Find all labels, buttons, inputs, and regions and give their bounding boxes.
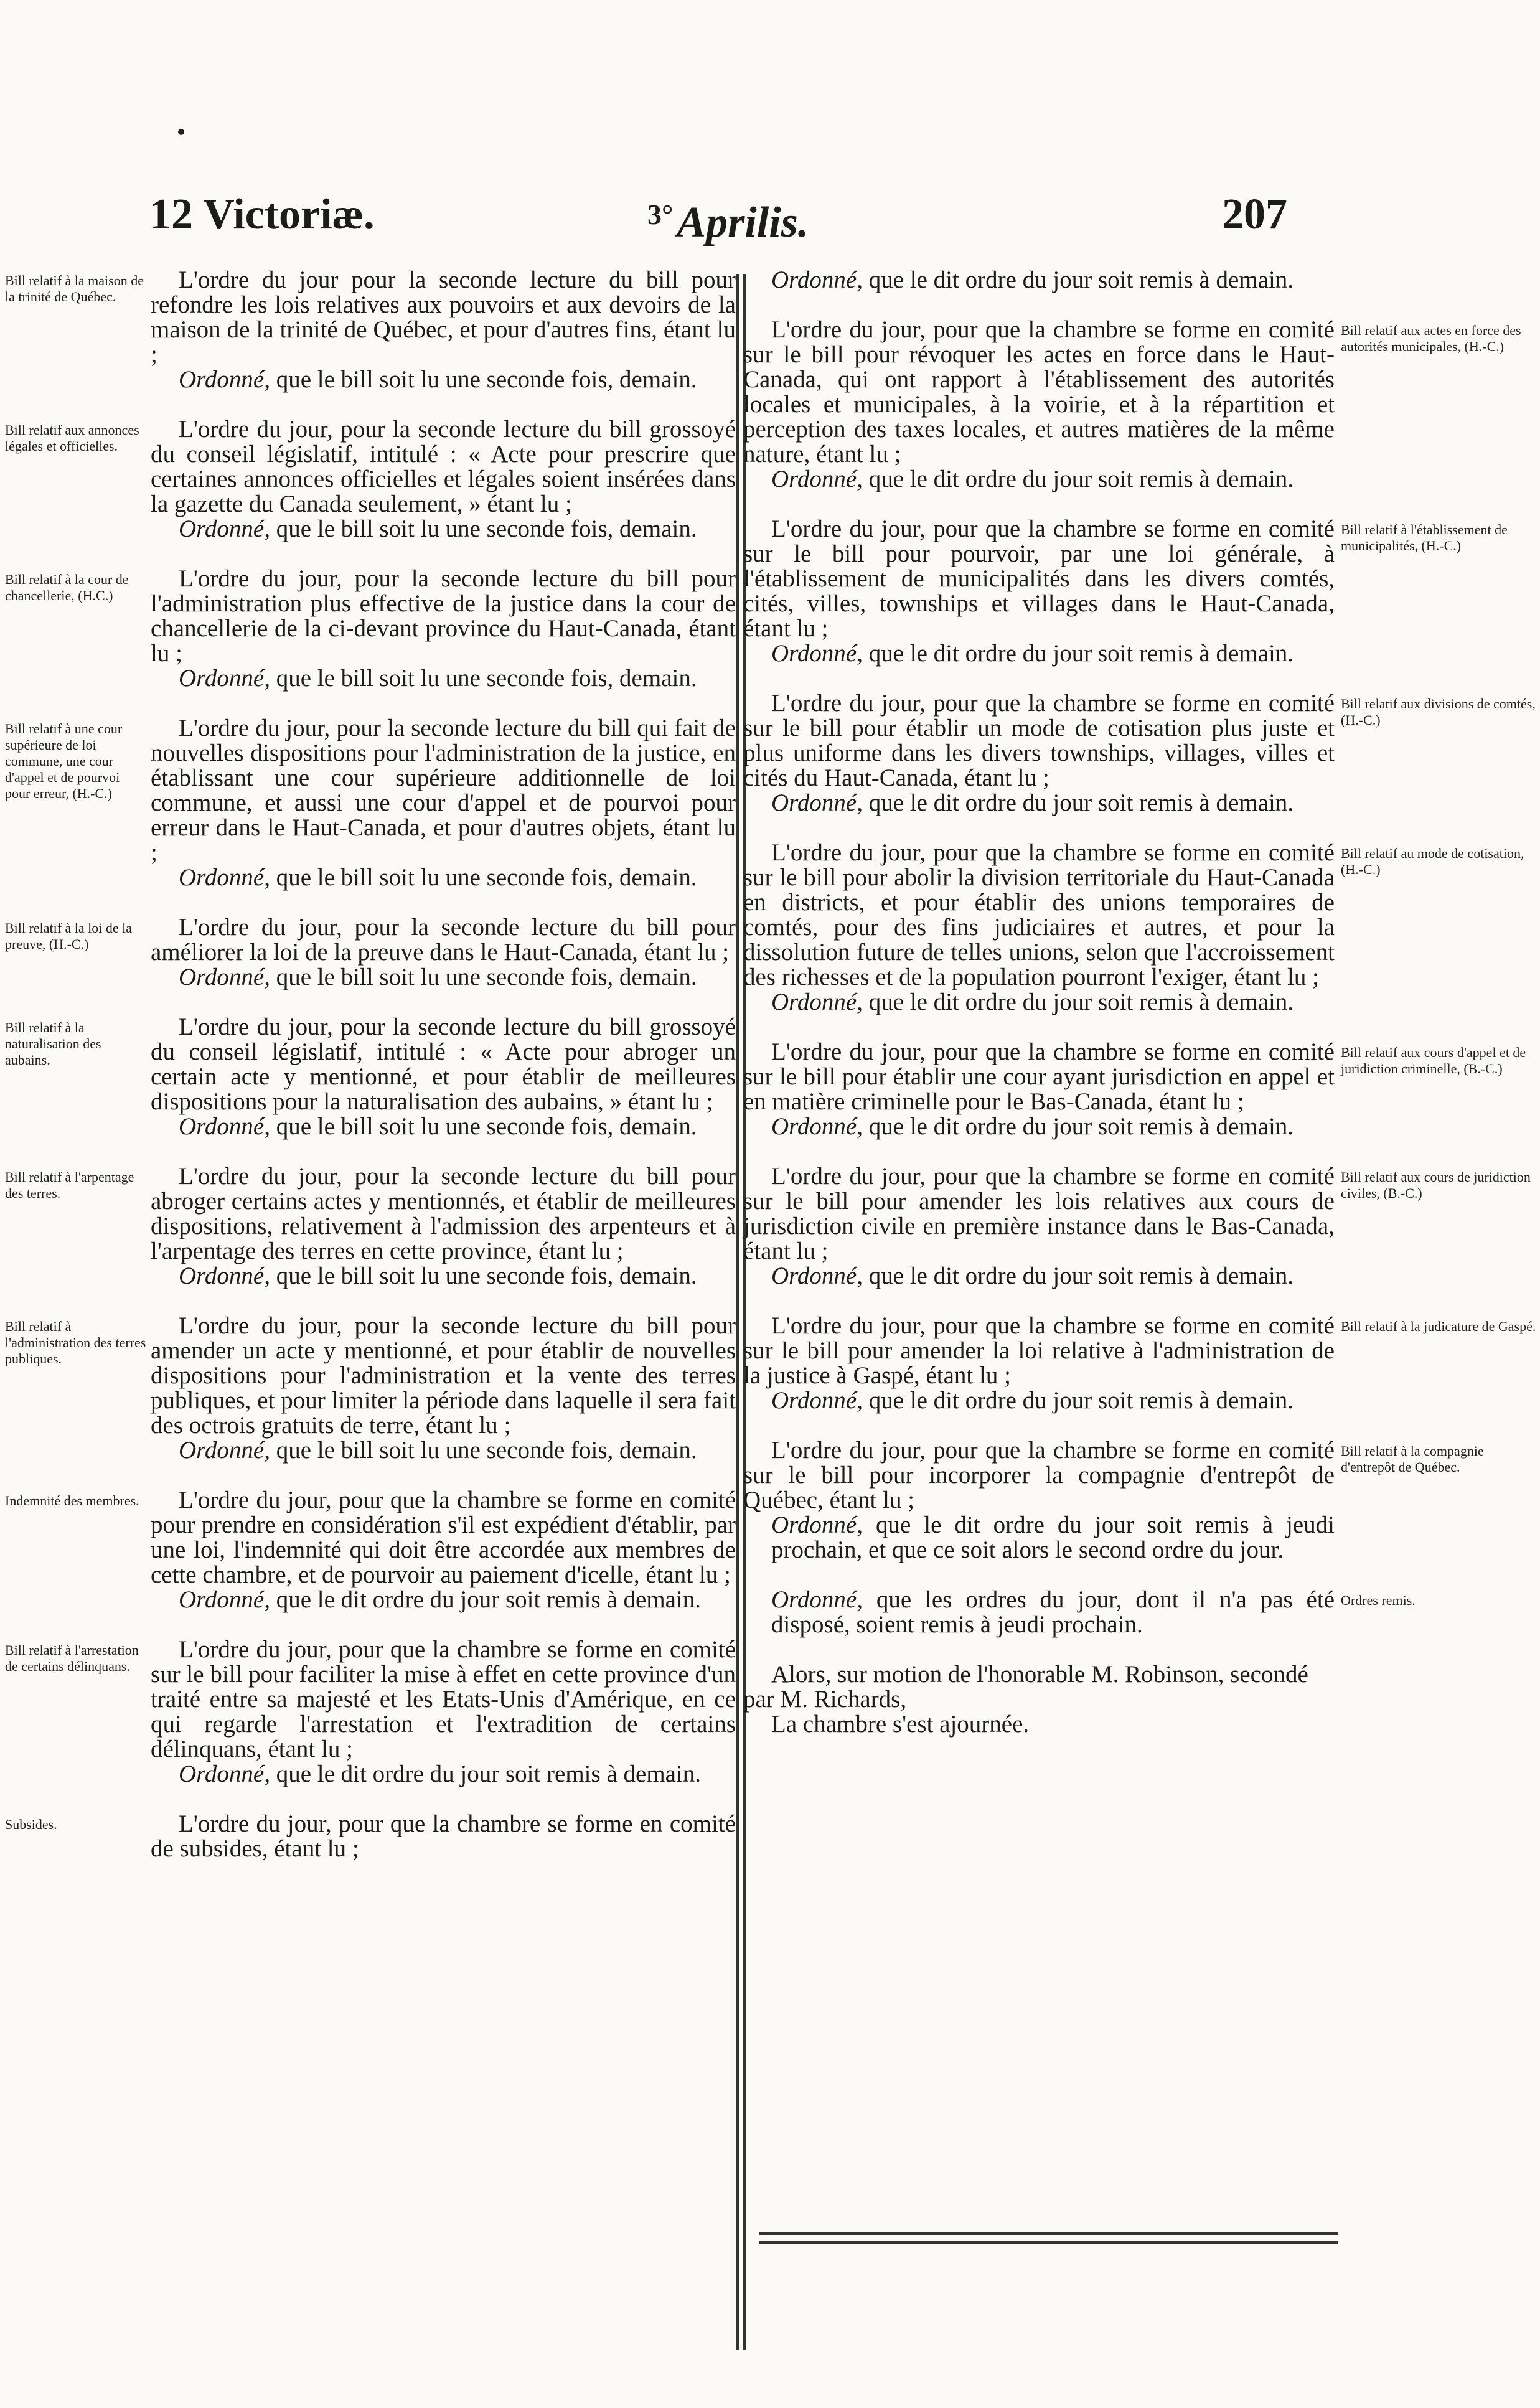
- entry-text: L'ordre du jour, pour que la chambre se forme en comité sur le bill pour incorporer la compagnie d'entrepôt de Québec, étant lu ;: [743, 1437, 1335, 1513]
- order-label: Ordonné,: [179, 515, 270, 542]
- order-text: que le bill soit lu une seconde fois, demain.: [276, 1263, 697, 1289]
- running-header-regnal-year: 12 Victoriæ.: [149, 190, 375, 238]
- order-text: que les ordres du jour, dont il n'a pas été disposé, soient remis à jeudi prochain.: [771, 1586, 1335, 1638]
- entry-text: L'ordre du jour, pour que la chambre se forme en comité sur le bill pour faciliter la mise à effet en cette province d'un traité entre sa majesté et les Etats-Unis d'Amérique, en ce qui regarde l'arrestation et l'extradition de certains délinquans, étant lu ;: [151, 1636, 736, 1762]
- order-text: que le dit ordre du jour soit remis à demain.: [276, 1586, 702, 1613]
- left-column: [151, 268, 736, 1886]
- entry-text: L'ordre du jour, pour la seconde lecture du bill grossoyé du conseil législatif, intitulé : « Acte pour prescrire que certaines annonces officielles et légales soient insérées dans la gazette du Canada seulement, » étant lu ;: [151, 416, 736, 517]
- entry-text: L'ordre du jour, pour que la chambre se forme en comité pour prendre en considération s'il est expédient d'établir, par une loi, l'indemnité qui doit être accordée aux membres de cette chambre, et de pourvoir au paiement d'icelle, étant lu ;: [151, 1487, 736, 1588]
- margin-note: Indemnité des membres.: [5, 1493, 139, 1508]
- entry-text: L'ordre du jour, pour que la chambre se forme en comité sur le bill pour abolir la division territoriale du Haut-Canada en districts, et pour établir des unions temporaires de comtés, pour des fins judiciaires et autres, et pour la dissolution future de telles unions, selon que l'accroissement des richesses et de la population pourront l'exiger, étant lu ;: [743, 839, 1335, 990]
- order-label: Ordonné,: [179, 964, 270, 990]
- entry-text: L'ordre du jour, pour la seconde lecture du bill grossoyé du conseil législatif, intitulé : « Acte pour abroger un certain acte y mentionné, et pour établir de meilleures dispositions pour la naturalisation des aubains, » étant lu ;: [151, 1014, 736, 1115]
- margin-note: Bill relatif à la cour de chancellerie, (H.C.): [5, 571, 129, 603]
- column-rule-left: [736, 274, 739, 2350]
- journal-entry: [743, 1314, 1335, 1413]
- order-label: Ordonné,: [179, 1263, 270, 1289]
- journal-entry: [151, 1488, 736, 1612]
- journal-entry: [151, 1164, 736, 1289]
- entry-text: L'ordre du jour, pour la seconde lecture du bill pour abroger certains actes y mentionnés, et établir de meilleures dispositions, relativement à l'admission des arpenteurs et à l'arpentage des terres en cette province, étant lu ;: [151, 1163, 736, 1264]
- order-text: que le bill soit lu une seconde fois, demain.: [276, 1113, 697, 1140]
- order-label: Ordonné,: [771, 1263, 863, 1289]
- running-header-date: [647, 190, 809, 248]
- page-number: 207: [1222, 190, 1287, 238]
- journal-entry: [743, 1040, 1335, 1139]
- order-text: que le dit ordre du jour soit remis à demain.: [868, 466, 1294, 492]
- order-label: Ordonné,: [771, 789, 863, 816]
- journal-entry: [151, 1637, 736, 1787]
- order-label: Ordonné,: [179, 1113, 270, 1140]
- margin-note: Bill relatif à une cour supérieure de loi commune, une cour d'appel et de pourvoi pour erreur, (H.-C.): [5, 721, 123, 801]
- margin-note: Bill relatif à la maison de la trinité de Québec.: [5, 273, 144, 304]
- margin-note: Bill relatif à la compagnie d'entrepôt de Québec.: [1341, 1443, 1484, 1475]
- entry-text: L'ordre du jour, pour que la chambre se forme en comité sur le bill pour amender les lois relatives aux cours de jurisdiction civile en première instance dans le Bas-Canada, étant lu ;: [743, 1163, 1335, 1264]
- right-column: [743, 268, 1335, 1737]
- closing-double-rule: [759, 2232, 1338, 2244]
- order-text: que le dit ordre du jour soit remis à demain.: [868, 1387, 1294, 1414]
- adjournment-statement: La chambre s'est ajournée.: [771, 1711, 1030, 1738]
- order-label: Ordonné,: [179, 665, 270, 692]
- order-text: que le bill soit lu une seconde fois, demain.: [276, 1437, 697, 1464]
- entry-text: L'ordre du jour, pour la seconde lecture du bill pour amender un acte y mentionné, et pour établir de nouvelles dispositions pour l'administration et la vente des terres publiques, et pour limiter la période dans laquelle il sera fait des octrois gratuits de terre, étant lu ;: [151, 1312, 736, 1439]
- order-label: Ordonné,: [179, 864, 270, 891]
- journal-entry: [743, 517, 1335, 666]
- margin-note: Bill relatif aux cours d'appel et de juridiction criminelle, (B.-C.): [1341, 1045, 1526, 1076]
- order-label: Ordonné,: [771, 466, 863, 492]
- order-text: que le dit ordre du jour soit remis à demain.: [868, 266, 1294, 293]
- entry-text: L'ordre du jour, pour la seconde lecture du bill qui fait de nouvelles dispositions pour l'administration de la justice, en établissant une cour supérieure additionnelle de loi commune, et aussi une cour d'appel et de pourvoi pour erreur dans le Haut-Canada, et pour d'autres objets, étant lu ;: [151, 715, 736, 866]
- order-text: que le bill soit lu une seconde fois, demain.: [276, 515, 697, 542]
- journal-entry: [151, 1015, 736, 1139]
- adjournment-motion: Alors, sur motion de l'honorable M. Robinson, secondé par M. Richards,: [743, 1661, 1308, 1713]
- order-label: Ordonné,: [771, 1113, 863, 1140]
- journal-entry: [743, 317, 1335, 492]
- journal-entry: [743, 840, 1335, 1015]
- order-text: que le dit ordre du jour soit remis à demain.: [868, 1263, 1294, 1289]
- journal-entry: [151, 915, 736, 990]
- margin-note: Bill relatif à l'arpentage des terres.: [5, 1169, 134, 1201]
- entry-text: L'ordre du jour, pour la seconde lecture du bill pour améliorer la loi de la preuve dans le Haut-Canada, étant lu ;: [151, 914, 736, 966]
- margin-note: Bill relatif à l'établissement de municipalités, (H.-C.): [1341, 522, 1508, 553]
- order-label: Ordonné,: [179, 1586, 270, 1613]
- journal-entry: [151, 716, 736, 890]
- journal-entry: [743, 1438, 1335, 1563]
- entry-text: L'ordre du jour, pour que la chambre se forme en comité sur le bill pour amender la loi relative à l'administration de la justice à Gaspé, étant lu ;: [743, 1312, 1335, 1389]
- order-text: que le dit ordre du jour soit remis à jeudi prochain, et que ce soit alors le second ordre du jour.: [771, 1512, 1335, 1563]
- journal-entry: [151, 567, 736, 691]
- margin-note: Bill relatif à l'administration des terres publiques.: [5, 1319, 146, 1366]
- margin-note: Bill relatif aux annonces légales et officielles.: [5, 422, 139, 454]
- journal-entry: [151, 417, 736, 542]
- order-label: Ordonné,: [771, 1387, 863, 1414]
- order-label: Ordonné,: [179, 1761, 270, 1787]
- closing-block: [743, 1662, 1335, 1737]
- order-text: que le dit ordre du jour soit remis à demain.: [276, 1761, 702, 1787]
- order-label: Ordonné,: [771, 1586, 863, 1613]
- entry-text: L'ordre du jour pour la seconde lecture du bill pour refondre les lois relatives aux pouvoirs et aux devoirs de la maison de la trinité de Québec, et pour d'autres fins, étant lu ;: [151, 266, 736, 368]
- margin-note: Bill relatif aux actes en force des autorités municipales, (H.-C.): [1341, 322, 1521, 354]
- margin-note: Bill relatif aux cours de juridiction civiles, (B.-C.): [1341, 1169, 1531, 1201]
- margin-note: Bill relatif à la judicature de Gaspé.: [1341, 1319, 1536, 1334]
- order-label: Ordonné,: [771, 1512, 863, 1538]
- order-text: que le bill soit lu une seconde fois, demain.: [276, 366, 697, 393]
- margin-note: Ordres remis.: [1341, 1592, 1416, 1608]
- journal-entry: [151, 1812, 736, 1861]
- order-text: que le bill soit lu une seconde fois, demain.: [276, 964, 697, 990]
- order-label: Ordonné,: [771, 989, 863, 1015]
- order-text: que le dit ordre du jour soit remis à demain.: [868, 640, 1294, 667]
- order-label: Ordonné,: [771, 640, 863, 667]
- margin-note: Bill relatif à la naturalisation des aubains.: [5, 1020, 101, 1068]
- order-text: que le dit ordre du jour soit remis à demain.: [868, 789, 1294, 816]
- journal-entry: [743, 1164, 1335, 1289]
- entry-text: L'ordre du jour, pour que la chambre se forme en comité sur le bill pour établir une cour ayant jurisdiction en appel et en matière criminelle pour le Bas-Canada, étant lu ;: [743, 1038, 1335, 1115]
- order-label: Ordonné,: [179, 1437, 270, 1464]
- journal-entry: [743, 1587, 1335, 1637]
- date-ordinal: 3°: [647, 199, 674, 230]
- entry-text: L'ordre du jour, pour que la chambre se forme en comité sur le bill pour établir un mode de cotisation plus juste et plus uniforme dans les divers townships, villages, villes et cités du Haut-Canada, étant lu ;: [743, 690, 1335, 791]
- order-label: Ordonné,: [179, 366, 270, 393]
- margin-note: Subsides.: [5, 1817, 57, 1832]
- order-text: que le dit ordre du jour soit remis à demain.: [868, 989, 1294, 1015]
- journal-entry: [743, 691, 1335, 816]
- order-text: que le bill soit lu une seconde fois, demain.: [276, 665, 697, 692]
- margin-note: Bill relatif aux divisions de comtés, (H.-C.): [1341, 696, 1536, 728]
- order-text: que le dit ordre du jour soit remis à demain.: [868, 1113, 1294, 1140]
- entry-text: L'ordre du jour, pour que la chambre se forme en comité de subsides, étant lu ;: [151, 1810, 736, 1862]
- order-text: que le bill soit lu une seconde fois, demain.: [276, 864, 697, 891]
- right-top-order: [743, 268, 1335, 293]
- margin-note: Bill relatif à la loi de la preuve, (H.-C.): [5, 920, 133, 952]
- order-label: Ordonné,: [771, 266, 863, 293]
- entry-text: L'ordre du jour, pour que la chambre se forme en comité sur le bill pour pourvoir, par une loi générale, à l'établissement de municipalités dans les divers comtés, cités, villes, townships et villages dans le Haut-Canada, étant lu ;: [743, 515, 1335, 642]
- margin-note: Bill relatif à l'arrestation de certains délinquans.: [5, 1642, 139, 1674]
- journal-entry: [151, 268, 736, 392]
- entry-text: L'ordre du jour, pour la seconde lecture du bill pour l'administration plus effective de la justice dans la cour de chancellerie de la ci-devant province du Haut-Canada, étant lu ;: [151, 565, 736, 667]
- date-word: Aprilis.: [677, 199, 809, 247]
- margin-note: Bill relatif au mode de cotisation, (H.-C.): [1341, 845, 1524, 877]
- entry-text: L'ordre du jour, pour que la chambre se forme en comité sur le bill pour révoquer les actes en force dans le Haut-Canada, qui ont rapport à l'établissement des autorités locales et municipales, à la voirie, et à la répartition et perception des taxes locales, et autres matières de la même nature, étant lu ;: [743, 316, 1335, 468]
- ink-dot: [178, 129, 184, 135]
- journal-entry: [151, 1314, 736, 1463]
